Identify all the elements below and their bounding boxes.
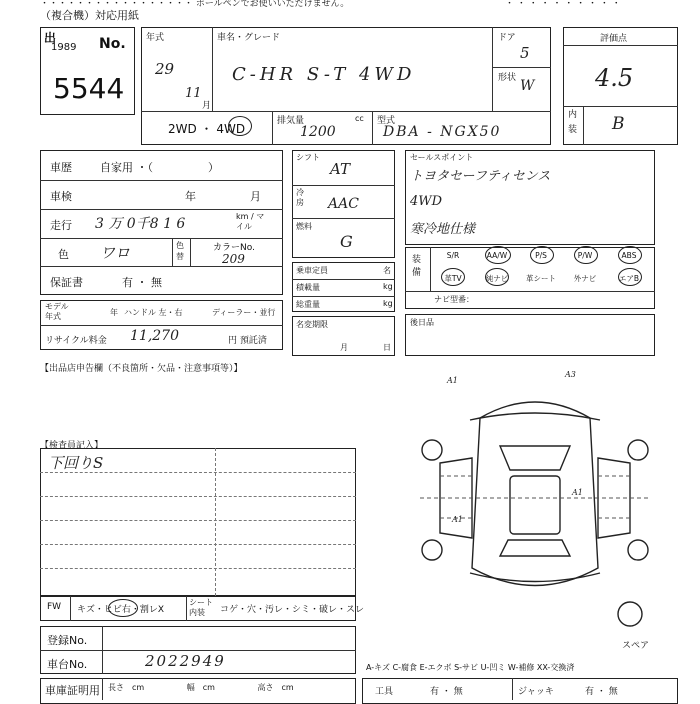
color-label: 色 xyxy=(58,248,69,261)
equip-ps: P/S xyxy=(535,251,547,260)
chassis-value: 2022949 xyxy=(145,652,226,670)
damage-mark-front: A1 xyxy=(447,376,458,385)
name-change-month: 月 xyxy=(340,343,348,352)
name-label: 車名・グレード xyxy=(217,33,281,43)
model-year-label: モデル年式 xyxy=(45,302,69,321)
wheel-front-left xyxy=(422,440,442,460)
drive-circle xyxy=(228,116,252,136)
fuel-value: G xyxy=(340,232,353,251)
door-value: 5 xyxy=(520,44,530,62)
lot-tag: 出 xyxy=(44,31,57,45)
equip-sr: S/R xyxy=(446,251,460,260)
fw-label: FW xyxy=(47,602,62,612)
car-roof xyxy=(510,476,560,534)
equip-abs-circle xyxy=(618,246,642,264)
equip-pw: P/W xyxy=(577,251,593,260)
spare-label: スペア xyxy=(622,641,650,651)
sales-point-label: セールスポイント xyxy=(410,153,474,162)
sales-point-line1: トヨタセーフティセンス xyxy=(410,169,551,184)
year-label: 年式 xyxy=(146,33,165,43)
month-value: 11 xyxy=(185,86,202,101)
equip-ext-navi: 外ナビ xyxy=(573,274,597,283)
lot-box xyxy=(40,27,135,115)
displacement-unit: cc xyxy=(355,114,364,123)
interior-value: B xyxy=(612,114,625,134)
use-value: 自家用 ・（ ） xyxy=(100,161,219,174)
car-damage-diagram xyxy=(410,358,660,638)
color-no-label: カラーNo. xyxy=(213,243,255,253)
grade-value: 4.5 xyxy=(595,64,634,92)
shift-value: AT xyxy=(330,160,351,178)
car-windshield xyxy=(500,446,570,470)
header-top-right-text: ・ ・ ・ ・ ・ ・ ・ ・ ・ ・ xyxy=(505,0,621,9)
equip-aaw: AA/W xyxy=(486,251,508,260)
use-label: 車歴 xyxy=(50,161,72,174)
mileage-label: 走行 xyxy=(50,219,72,232)
model-label: 型式 xyxy=(377,116,396,126)
damage-mark-right: A1 xyxy=(572,488,583,497)
lot-number: 5544 xyxy=(53,72,125,105)
equip-navi-circle xyxy=(485,268,509,286)
total-unit: kg xyxy=(383,299,393,308)
model-value: DBA - NGX50 xyxy=(383,124,502,140)
grade-label: 評価点 xyxy=(600,34,628,44)
name-change-day: 日 xyxy=(383,343,391,352)
fw-scratch-circle xyxy=(108,599,138,617)
fuel-label: 燃料 xyxy=(296,222,312,231)
name-change-label: 名変期限 xyxy=(296,320,328,329)
drive-label: 2WD ・ 4WD xyxy=(168,122,246,136)
lot-bracket-number: 1989 xyxy=(51,42,77,53)
fw-value: キズ・ヒビ右・割レX xyxy=(77,605,164,615)
inspector-note: 下回りS xyxy=(48,454,104,472)
equip-tv: 革TV xyxy=(444,274,462,283)
store-remarks-label: 【出品店申告欄（不良箇所・欠品・注意事項等）】 xyxy=(40,364,243,374)
lot-no-label: No. xyxy=(99,36,126,52)
capacity-unit: 名 xyxy=(383,266,391,275)
chassis-label: 車台No. xyxy=(47,658,88,671)
year-value: 29 xyxy=(155,60,175,78)
damage-mark-front-right: A3 xyxy=(565,370,576,379)
equip-tv-circle xyxy=(441,268,465,286)
navi-model-label: ナビ型番： xyxy=(434,295,474,304)
warranty-label: 保証書 xyxy=(50,276,83,289)
seat-label: シート内装 xyxy=(189,598,213,617)
model-year-unit: 年 xyxy=(110,308,118,317)
jack-value: 有 ・ 無 xyxy=(585,687,618,697)
jack-label: ジャッキ xyxy=(518,687,554,697)
wheel-rear-left xyxy=(422,540,442,560)
handle-label: ハンドル 左・右 xyxy=(124,308,183,317)
car-front-bumper xyxy=(470,413,600,420)
car-rear-window xyxy=(500,540,570,556)
car-rear-bumper xyxy=(470,573,600,582)
color-no-value: 209 xyxy=(222,252,245,266)
recycle-label: リサイクル料金 xyxy=(45,336,107,346)
spare-tire xyxy=(618,602,642,626)
recycle-unit: 円 預託済 xyxy=(228,336,267,346)
damage-legend: A-キズ C-腐食 E-エクボ S-サビ U-凹ミ W-補修 XX-交換済 xyxy=(366,663,575,672)
door-label: ドア xyxy=(498,33,516,43)
cert-label: 車庫証明用 xyxy=(45,684,100,697)
equip-leather: 革シート xyxy=(526,274,556,283)
displacement-label: 排気量 xyxy=(277,116,305,126)
interior-label: 内装 xyxy=(568,110,578,135)
sales-point-line3: 寒冷地仕様 xyxy=(410,222,476,237)
inspector-grid xyxy=(40,448,356,596)
equip-abs: ABS xyxy=(621,251,637,260)
cert-dims: 長さ cm 幅 cm 高さ cm xyxy=(108,683,294,692)
inspector-label: 【検査員記入】 xyxy=(40,441,104,451)
load-label: 積載量 xyxy=(296,283,320,292)
equip-airbag: エアB xyxy=(618,274,640,283)
dealer-label: ディーラー・並行 xyxy=(212,308,276,317)
shift-label: シフト xyxy=(296,153,320,162)
after-items-box xyxy=(405,314,655,356)
capacity-label: 乗車定員 xyxy=(296,266,328,275)
after-items-label: 後日品 xyxy=(410,318,434,327)
header-top-text: ・・・・・・・・・・・・・・・・・ ボールペンでお使いいただけません。 xyxy=(40,0,350,9)
mileage-unit: km / マイル xyxy=(236,212,265,231)
aircon-value: AAC xyxy=(328,196,359,212)
mileage-value: 3 万 0千8 1 6 xyxy=(95,216,186,232)
sales-point-line2: 4WD xyxy=(410,194,443,209)
inspection-year: 年 xyxy=(185,190,196,203)
aircon-label: 冷房 xyxy=(296,188,304,207)
tools-label: 工具 xyxy=(375,687,394,697)
month-unit: 月 xyxy=(202,101,212,111)
equip-pw-circle xyxy=(574,246,598,264)
inspection-month: 月 xyxy=(250,190,261,203)
equip-airbag-circle xyxy=(618,268,642,286)
shape-value: W xyxy=(520,78,535,94)
equip-ps-circle xyxy=(530,246,554,264)
color-value: ワロ xyxy=(100,244,131,262)
inspection-label: 車検 xyxy=(50,190,72,203)
equipment-label: 装備 xyxy=(412,255,422,278)
reg-label: 登録No. xyxy=(47,634,88,647)
tools-value: 有 ・ 無 xyxy=(430,687,463,697)
seat-value: コゲ・穴・汚レ・シミ・破レ・スレ xyxy=(220,605,365,615)
wheel-front-right xyxy=(628,440,648,460)
name-value: C-HR S-T 4WD xyxy=(232,64,416,85)
displacement-value: 1200 xyxy=(300,124,336,140)
wheel-rear-right xyxy=(628,540,648,560)
shape-label: 形状 xyxy=(498,73,517,83)
equip-aaw-circle xyxy=(485,246,511,264)
equip-navi: 純ナビ xyxy=(485,274,509,283)
color-change-label: 色替 xyxy=(176,241,184,261)
damage-mark-left: A1 xyxy=(452,515,463,524)
load-unit: kg xyxy=(383,282,393,291)
recycle-value: 11,270 xyxy=(130,328,179,344)
total-label: 総重量 xyxy=(296,300,320,309)
form-subtitle: （複合機）対応用紙 xyxy=(40,9,139,22)
warranty-value: 有 ・ 無 xyxy=(122,276,162,289)
